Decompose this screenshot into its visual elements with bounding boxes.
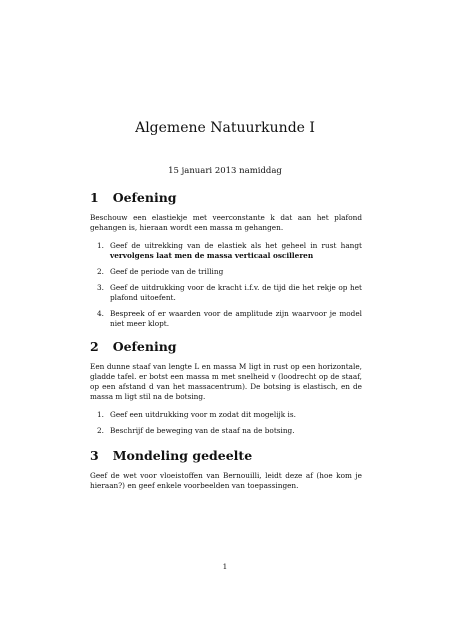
- question-item: [90, 309, 362, 329]
- question-item: [90, 283, 362, 303]
- document-content: [90, 190, 362, 499]
- question-text: Geef de uitdrukking voor de kracht i.f.v. de tijd die het rekje op het plafond uitoefent.: [110, 283, 362, 302]
- document-title: Algemene Natuurkunde I: [135, 120, 315, 136]
- section-heading: [90, 448, 362, 463]
- question-text: Geef de uitrekking van de elastiek als het geheel in rust hangt: [110, 241, 362, 250]
- section-heading: [90, 339, 362, 354]
- section-number: 3: [90, 448, 99, 463]
- question-item: [90, 410, 362, 420]
- question-text: Geef een uitdrukking voor m zodat dit mogelijk is.: [110, 410, 296, 419]
- question-text-wrap: [110, 241, 362, 261]
- section-title: Oefening: [112, 190, 177, 205]
- section-title: Mondeling gedeelte: [112, 448, 253, 463]
- question-number: 1.: [97, 241, 104, 250]
- question-number: 1.: [97, 410, 104, 419]
- question-number: 4.: [97, 309, 104, 318]
- question-item: [90, 426, 362, 436]
- section-3: [90, 448, 362, 491]
- question-item: [90, 267, 362, 277]
- question-number: 2.: [97, 267, 104, 276]
- question-emphasis: vervolgens laat men de massa verticaal oscilleren: [110, 251, 314, 260]
- question-list: [90, 410, 362, 436]
- section-intro: Een dunne staaf van lengte L en massa M ligt in rust op een horizontale, gladde tafel. er botst een massa m met snelheid v (loodrecht op de staaf, op een afstand d van het massacentrum). De botsing is elastisch, en de massa m ligt stil na de botsing.: [90, 362, 362, 401]
- section-1: [90, 190, 362, 329]
- section-title: Oefening: [112, 339, 177, 354]
- question-text: Bespreek of er waarden voor de amplitude zijn waarvoor je model niet meer klopt.: [110, 309, 362, 328]
- question-item: [90, 241, 362, 261]
- page-number: 1: [222, 562, 228, 571]
- question-number: 2.: [97, 426, 104, 435]
- section-2: [90, 339, 362, 436]
- section-intro: Geef de wet voor vloeistoffen van Bernouilli, leidt deze af (hoe kom je hieraan?) en geef enkele voorbeelden van toepassingen.: [90, 471, 362, 490]
- question-list: [90, 241, 362, 329]
- section-intro: Beschouw een elastiekje met veerconstante k dat aan het plafond gehangen is, hieraan wordt een massa m gehangen.: [90, 213, 362, 232]
- question-text: Geef de periode van de trilling: [110, 267, 224, 276]
- document-date: 15 januari 2013 namiddag: [168, 166, 282, 176]
- section-heading: [90, 190, 362, 205]
- section-number: 2: [90, 339, 99, 354]
- section-number: 1: [90, 190, 99, 205]
- question-number: 3.: [97, 283, 104, 292]
- question-text: Beschrijf de beweging van de staaf na de botsing.: [110, 426, 295, 435]
